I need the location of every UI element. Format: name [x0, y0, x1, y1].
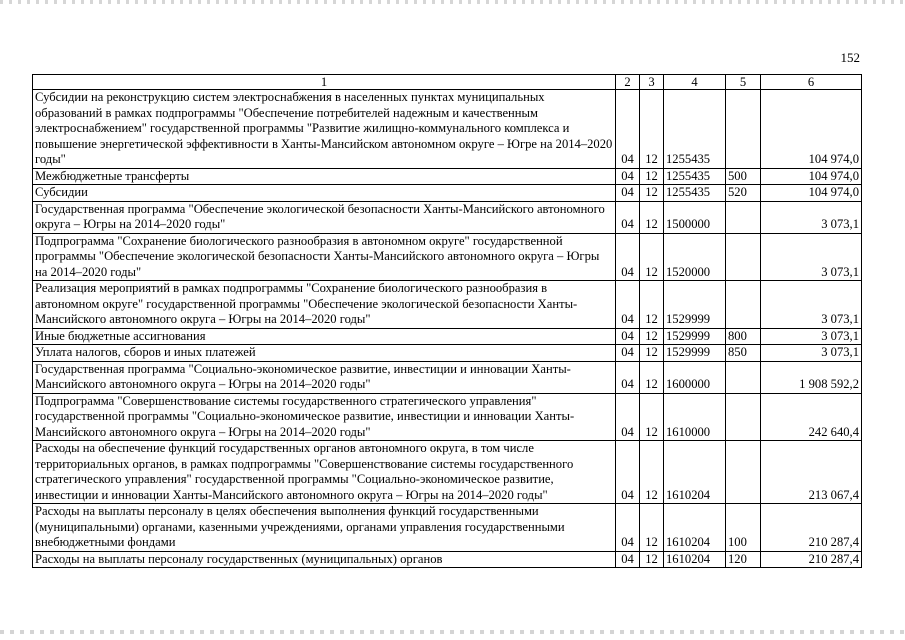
cell-section: 04 — [616, 328, 640, 345]
cell-amount: 3 073,1 — [761, 201, 862, 233]
page-number: 152 — [840, 50, 860, 65]
cell-target-code: 1610204 — [664, 551, 726, 568]
cell-expense-type — [726, 361, 761, 393]
table-header-row — [33, 75, 862, 90]
table-row — [33, 504, 862, 552]
cell-amount: 3 073,1 — [761, 233, 862, 281]
cell-target-code: 1610204 — [664, 504, 726, 552]
table-row — [33, 551, 862, 568]
cell-target-code: 1255435 — [664, 90, 726, 169]
cell-target-code: 1255435 — [664, 185, 726, 202]
cell-amount: 213 067,4 — [761, 441, 862, 504]
table-row — [33, 281, 862, 329]
cell-subsection: 12 — [640, 361, 664, 393]
cell-name: Государственная программа "Обеспечение экологической безопасности Ханты-Мансийского автономного округа – Югры на 2014–2020 годы" — [33, 201, 616, 233]
cell-section: 04 — [616, 345, 640, 362]
cell-expense-type — [726, 201, 761, 233]
cell-section: 04 — [616, 361, 640, 393]
cell-subsection: 12 — [640, 281, 664, 329]
cell-section: 04 — [616, 551, 640, 568]
cell-expense-type — [726, 441, 761, 504]
cell-subsection: 12 — [640, 328, 664, 345]
table-row — [33, 361, 862, 393]
cell-name: Государственная программа "Социально-экономическое развитие, инвестиции и инновации Ханты-Мансийского автономного округа – Югры на 2014–2020 годы" — [33, 361, 616, 393]
cell-subsection: 12 — [640, 90, 664, 169]
cell-subsection: 12 — [640, 233, 664, 281]
header-col-2: 2 — [616, 75, 640, 90]
header-col-3: 3 — [640, 75, 664, 90]
cell-amount: 210 287,4 — [761, 551, 862, 568]
table-body — [33, 90, 862, 568]
cell-subsection: 12 — [640, 345, 664, 362]
cell-amount: 104 974,0 — [761, 90, 862, 169]
table-row — [33, 90, 862, 169]
cell-name: Расходы на выплаты персоналу государственных (муниципальных) органов — [33, 551, 616, 568]
cell-subsection: 12 — [640, 504, 664, 552]
cell-expense-type — [726, 233, 761, 281]
cell-amount: 242 640,4 — [761, 393, 862, 441]
cell-section: 04 — [616, 185, 640, 202]
cell-amount: 104 974,0 — [761, 168, 862, 185]
table-row — [33, 168, 862, 185]
cell-name: Расходы на выплаты персоналу в целях обеспечения выполнения функций государственными (муниципальными) органами, казенными учреждениями, органами управления государственными внебюджетными фондами — [33, 504, 616, 552]
cell-expense-type: 520 — [726, 185, 761, 202]
cell-expense-type: 500 — [726, 168, 761, 185]
cell-section: 04 — [616, 233, 640, 281]
cell-subsection: 12 — [640, 168, 664, 185]
cell-target-code: 1610204 — [664, 441, 726, 504]
cell-name: Уплата налогов, сборов и иных платежей — [33, 345, 616, 362]
scan-edge-bottom — [0, 630, 905, 634]
cell-amount: 104 974,0 — [761, 185, 862, 202]
cell-name: Расходы на обеспечение функций государственных органов автономного округа, в том числе территориальных органов, в рамках подпрограммы "Совершенствование системы государственного стратегического управления" государственной программы "Социально-экономическое развитие, инвестиции и инновации Ханты-Мансийского автономного округа – Югры на 2014–2020 годы" — [33, 441, 616, 504]
cell-expense-type: 850 — [726, 345, 761, 362]
cell-section: 04 — [616, 504, 640, 552]
cell-target-code: 1610000 — [664, 393, 726, 441]
header-col-6: 6 — [761, 75, 862, 90]
cell-section: 04 — [616, 201, 640, 233]
table-row — [33, 441, 862, 504]
cell-name: Иные бюджетные ассигнования — [33, 328, 616, 345]
table-row — [33, 185, 862, 202]
header-col-5: 5 — [726, 75, 761, 90]
cell-name: Подпрограмма "Сохранение биологического разнообразия в автономном округе" государственной программы "Обеспечение экологической безопасности Ханты-Мансийского автономного округа – Югры на 2014–2020 годы" — [33, 233, 616, 281]
cell-subsection: 12 — [640, 441, 664, 504]
table-row — [33, 393, 862, 441]
cell-section: 04 — [616, 168, 640, 185]
cell-expense-type — [726, 90, 761, 169]
cell-name: Межбюджетные трансферты — [33, 168, 616, 185]
table-row — [33, 201, 862, 233]
cell-section: 04 — [616, 393, 640, 441]
scan-edge-top — [0, 0, 905, 4]
cell-amount: 3 073,1 — [761, 345, 862, 362]
cell-section: 04 — [616, 281, 640, 329]
cell-name: Подпрограмма "Совершенствование системы государственного стратегического управления" государственной программы "Социально-экономическое развитие, инвестиции и инновации Ханты-Мансийского автономного округа – Югры на 2014–2020 годы" — [33, 393, 616, 441]
cell-amount: 3 073,1 — [761, 281, 862, 329]
cell-amount: 210 287,4 — [761, 504, 862, 552]
cell-expense-type — [726, 393, 761, 441]
cell-target-code: 1500000 — [664, 201, 726, 233]
cell-section: 04 — [616, 441, 640, 504]
cell-expense-type: 120 — [726, 551, 761, 568]
cell-subsection: 12 — [640, 393, 664, 441]
cell-target-code: 1529999 — [664, 281, 726, 329]
cell-subsection: 12 — [640, 201, 664, 233]
cell-subsection: 12 — [640, 551, 664, 568]
cell-expense-type — [726, 281, 761, 329]
budget-table — [32, 74, 862, 568]
cell-subsection: 12 — [640, 185, 664, 202]
cell-section: 04 — [616, 90, 640, 169]
cell-expense-type: 800 — [726, 328, 761, 345]
cell-target-code: 1529999 — [664, 345, 726, 362]
cell-target-code: 1600000 — [664, 361, 726, 393]
cell-target-code: 1520000 — [664, 233, 726, 281]
cell-amount: 3 073,1 — [761, 328, 862, 345]
cell-name: Реализация мероприятий в рамках подпрограммы "Сохранение биологического разнообразия в автономном округе" государственной программы "Обеспечение экологической безопасности Ханты-Мансийского автономного округа – Югры на 2014–2020 годы" — [33, 281, 616, 329]
cell-target-code: 1529999 — [664, 328, 726, 345]
cell-name: Субсидии — [33, 185, 616, 202]
table-row — [33, 233, 862, 281]
cell-expense-type: 100 — [726, 504, 761, 552]
header-col-1: 1 — [33, 75, 616, 90]
table-row — [33, 328, 862, 345]
header-col-4: 4 — [664, 75, 726, 90]
cell-name: Субсидии на реконструкцию систем электроснабжения в населенных пунктах муниципальных образований в рамках подпрограммы "Обеспечение потребителей надежным и качественным электроснабжением" государственной программы "Развитие жилищно-коммунального комплекса и повышение энергетической эффективности в Ханты-Мансийском автономном округе – Югре на 2014–2020 годы" — [33, 90, 616, 169]
cell-amount: 1 908 592,2 — [761, 361, 862, 393]
table-row — [33, 345, 862, 362]
cell-target-code: 1255435 — [664, 168, 726, 185]
